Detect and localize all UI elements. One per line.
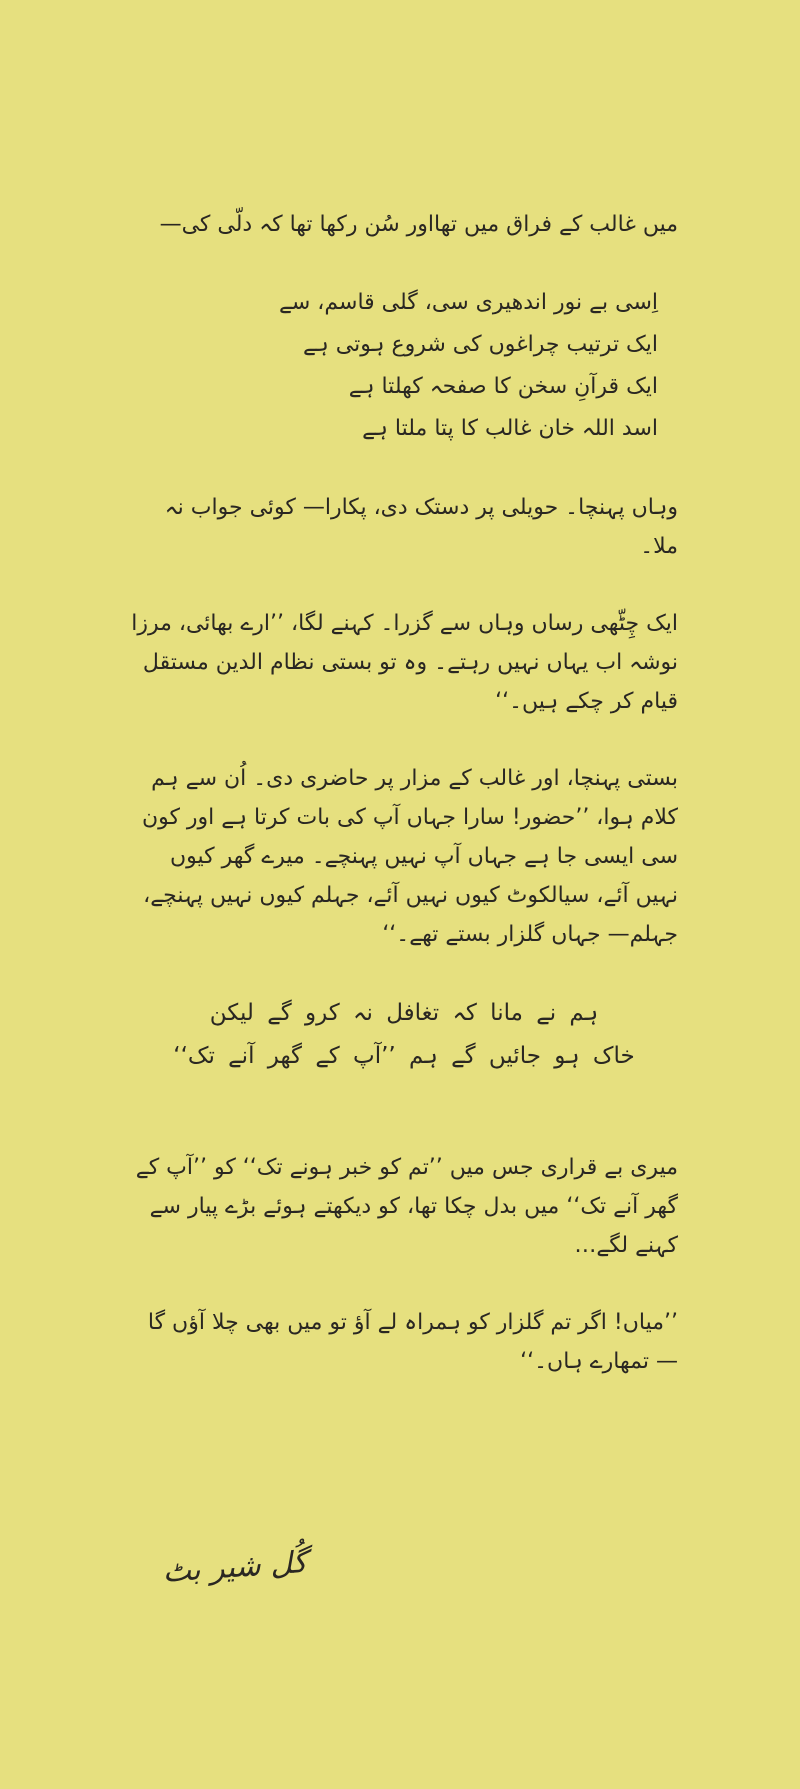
intro-line <box>130 205 678 244</box>
paragraph-text: ’’میاں! اگر تم گلزار کو ہمراہ لے آؤ تو میں بھی چلا آؤں گا— تمھارے ہاں۔‘‘ <box>147 1310 678 1374</box>
paragraph-text: میری بے قراری جس میں ’’تم کو خبر ہونے تک‘‘ کو ’’آپ کے گھر آنے تک‘‘ میں بدل چکا تھا، کو دیکھتے ہوئے بڑے پیار سے کہنے لگے… <box>135 1155 678 1258</box>
paragraph-reply <box>130 1303 678 1381</box>
verse-line: اِسی بے نور اندھیری سی، گلی قاسم، سے <box>278 290 658 315</box>
paragraph-restlessness <box>130 1148 678 1265</box>
couplet-line: خاک ہو جائیں گے ہم ’’آپ کے گھر آنے تک‘‘ <box>173 1043 635 1069</box>
poem-body <box>130 205 678 1419</box>
paragraph-mazar <box>130 759 678 954</box>
verse-line: اسد اللہ خان غالب کا پتا ملتا ہے <box>362 416 658 441</box>
paragraph-text: ایک چِٹّھی رساں وہاں سے گزرا۔ کہنے لگا، ’’ارے بھائی، مرزا نوشہ اب یہاں نہیں رہتے۔ وہ تو بستی نظام الدین مستقل قیام کر چکے ہیں۔‘‘ <box>131 611 678 714</box>
couplet-line: ہم نے مانا کہ تغافل نہ کرو گے لیکن <box>209 1000 599 1026</box>
paragraph-postman <box>130 604 678 721</box>
couplet <box>130 992 678 1078</box>
paragraph-text: وہاں پہنچا۔ حویلی پر دستک دی، پکارا— کوئی جواب نہ ملا۔ <box>164 495 678 559</box>
verse-line: ایک ترتیب چراغوں کی شروع ہوتی ہے <box>302 332 658 357</box>
paragraph-haveli <box>130 488 678 566</box>
verse-stanza <box>130 282 678 450</box>
paragraph-text: بستی پہنچا، اور غالب کے مزار پر حاضری دی۔ اُن سے ہم کلام ہوا، ’’حضور! سارا جہاں آپ کی بات کرتا ہے اور کون سی ایسی جا ہے جہاں آپ نہیں پہنچے۔ میرے گھر کیوں نہیں آئے، سیالکوٹ کیوں نہیں آئے، جہلم کیوں نہیں پہنچے، جہلم— جہاں گلزار بستے تھے۔‘‘ <box>141 766 678 947</box>
intro-text: میں غالب کے فراق میں تھااور سُن رکھا تھا کہ دلّی کی— <box>159 212 678 237</box>
verse-line: ایک قرآنِ سخن کا صفحہ کھلتا ہے <box>348 374 658 399</box>
author-signature: گُل شیر بٹ <box>161 1544 309 1590</box>
